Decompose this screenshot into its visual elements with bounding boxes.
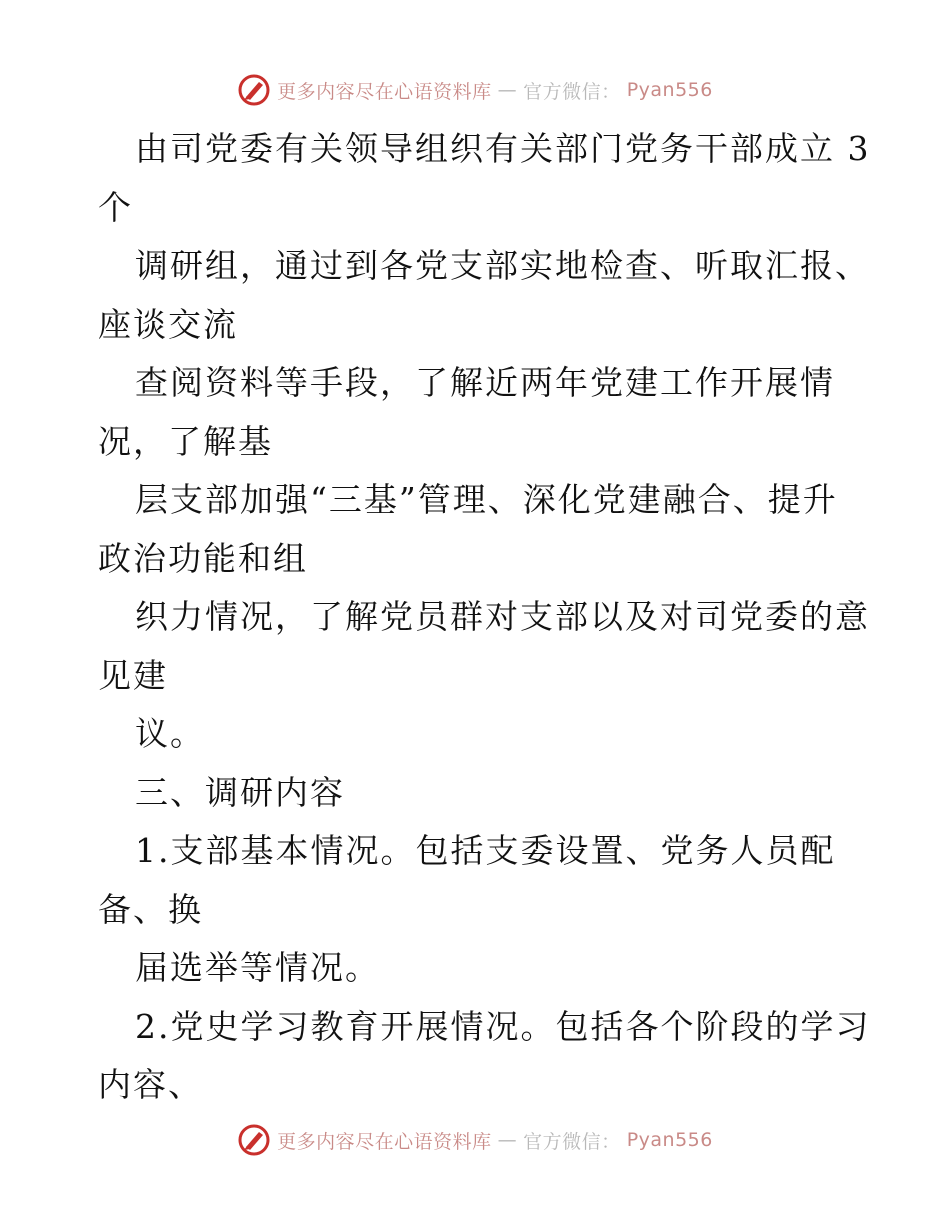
watermark-label: 官方微信： <box>523 1130 621 1153</box>
text-line: 层支部加强“三基”管理、深化党建融合、提升 <box>135 480 838 519</box>
text-line: 备、换 <box>98 889 203 929</box>
watermark-label: 官方微信： <box>523 80 621 103</box>
watermark-main-text: 更多内容尽在心语资料库 <box>277 80 492 103</box>
text-line: 况，了解基 <box>98 421 273 461</box>
footer-watermark <box>0 1120 950 1160</box>
text-line: 由司党委有关领导组织有关部门党务干部成立 3 <box>135 129 871 168</box>
watermark-main-text: 更多内容尽在心语资料库 <box>277 1130 492 1153</box>
text-line: 查阅资料等手段，了解近两年党建工作开展情 <box>135 363 835 402</box>
text-line: 调研组，通过到各党支部实地检查、听取汇报、 <box>135 246 870 285</box>
text-line: 个 <box>98 187 133 227</box>
watermark-handle: Pyan556 <box>626 79 713 101</box>
text-line: 内容、 <box>98 1065 203 1104</box>
header-watermark <box>0 70 950 110</box>
text-line: 见建 <box>98 655 168 695</box>
text-line: 织力情况，了解党员群对支部以及对司党委的意 <box>135 597 870 636</box>
text-line: 座谈交流 <box>98 304 238 344</box>
watermark-dash: — <box>497 1129 518 1151</box>
section-heading: 三、调研内容 <box>135 772 345 812</box>
text-line: 届选举等情况。 <box>135 948 380 987</box>
watermark-handle: Pyan556 <box>626 1129 713 1151</box>
text-line: 政治功能和组 <box>98 538 308 578</box>
text-line: 议。 <box>135 714 205 753</box>
document-body <box>98 120 871 1115</box>
text-line: 2.党史学习教育开展情况。包括各个阶段的学习 <box>135 1006 871 1046</box>
text-line: 1.支部基本情况。包括支委设置、党务人员配 <box>135 831 836 870</box>
brand-logo-icon <box>237 73 271 107</box>
brand-logo-icon <box>237 1123 271 1157</box>
watermark-dash: — <box>497 79 518 101</box>
